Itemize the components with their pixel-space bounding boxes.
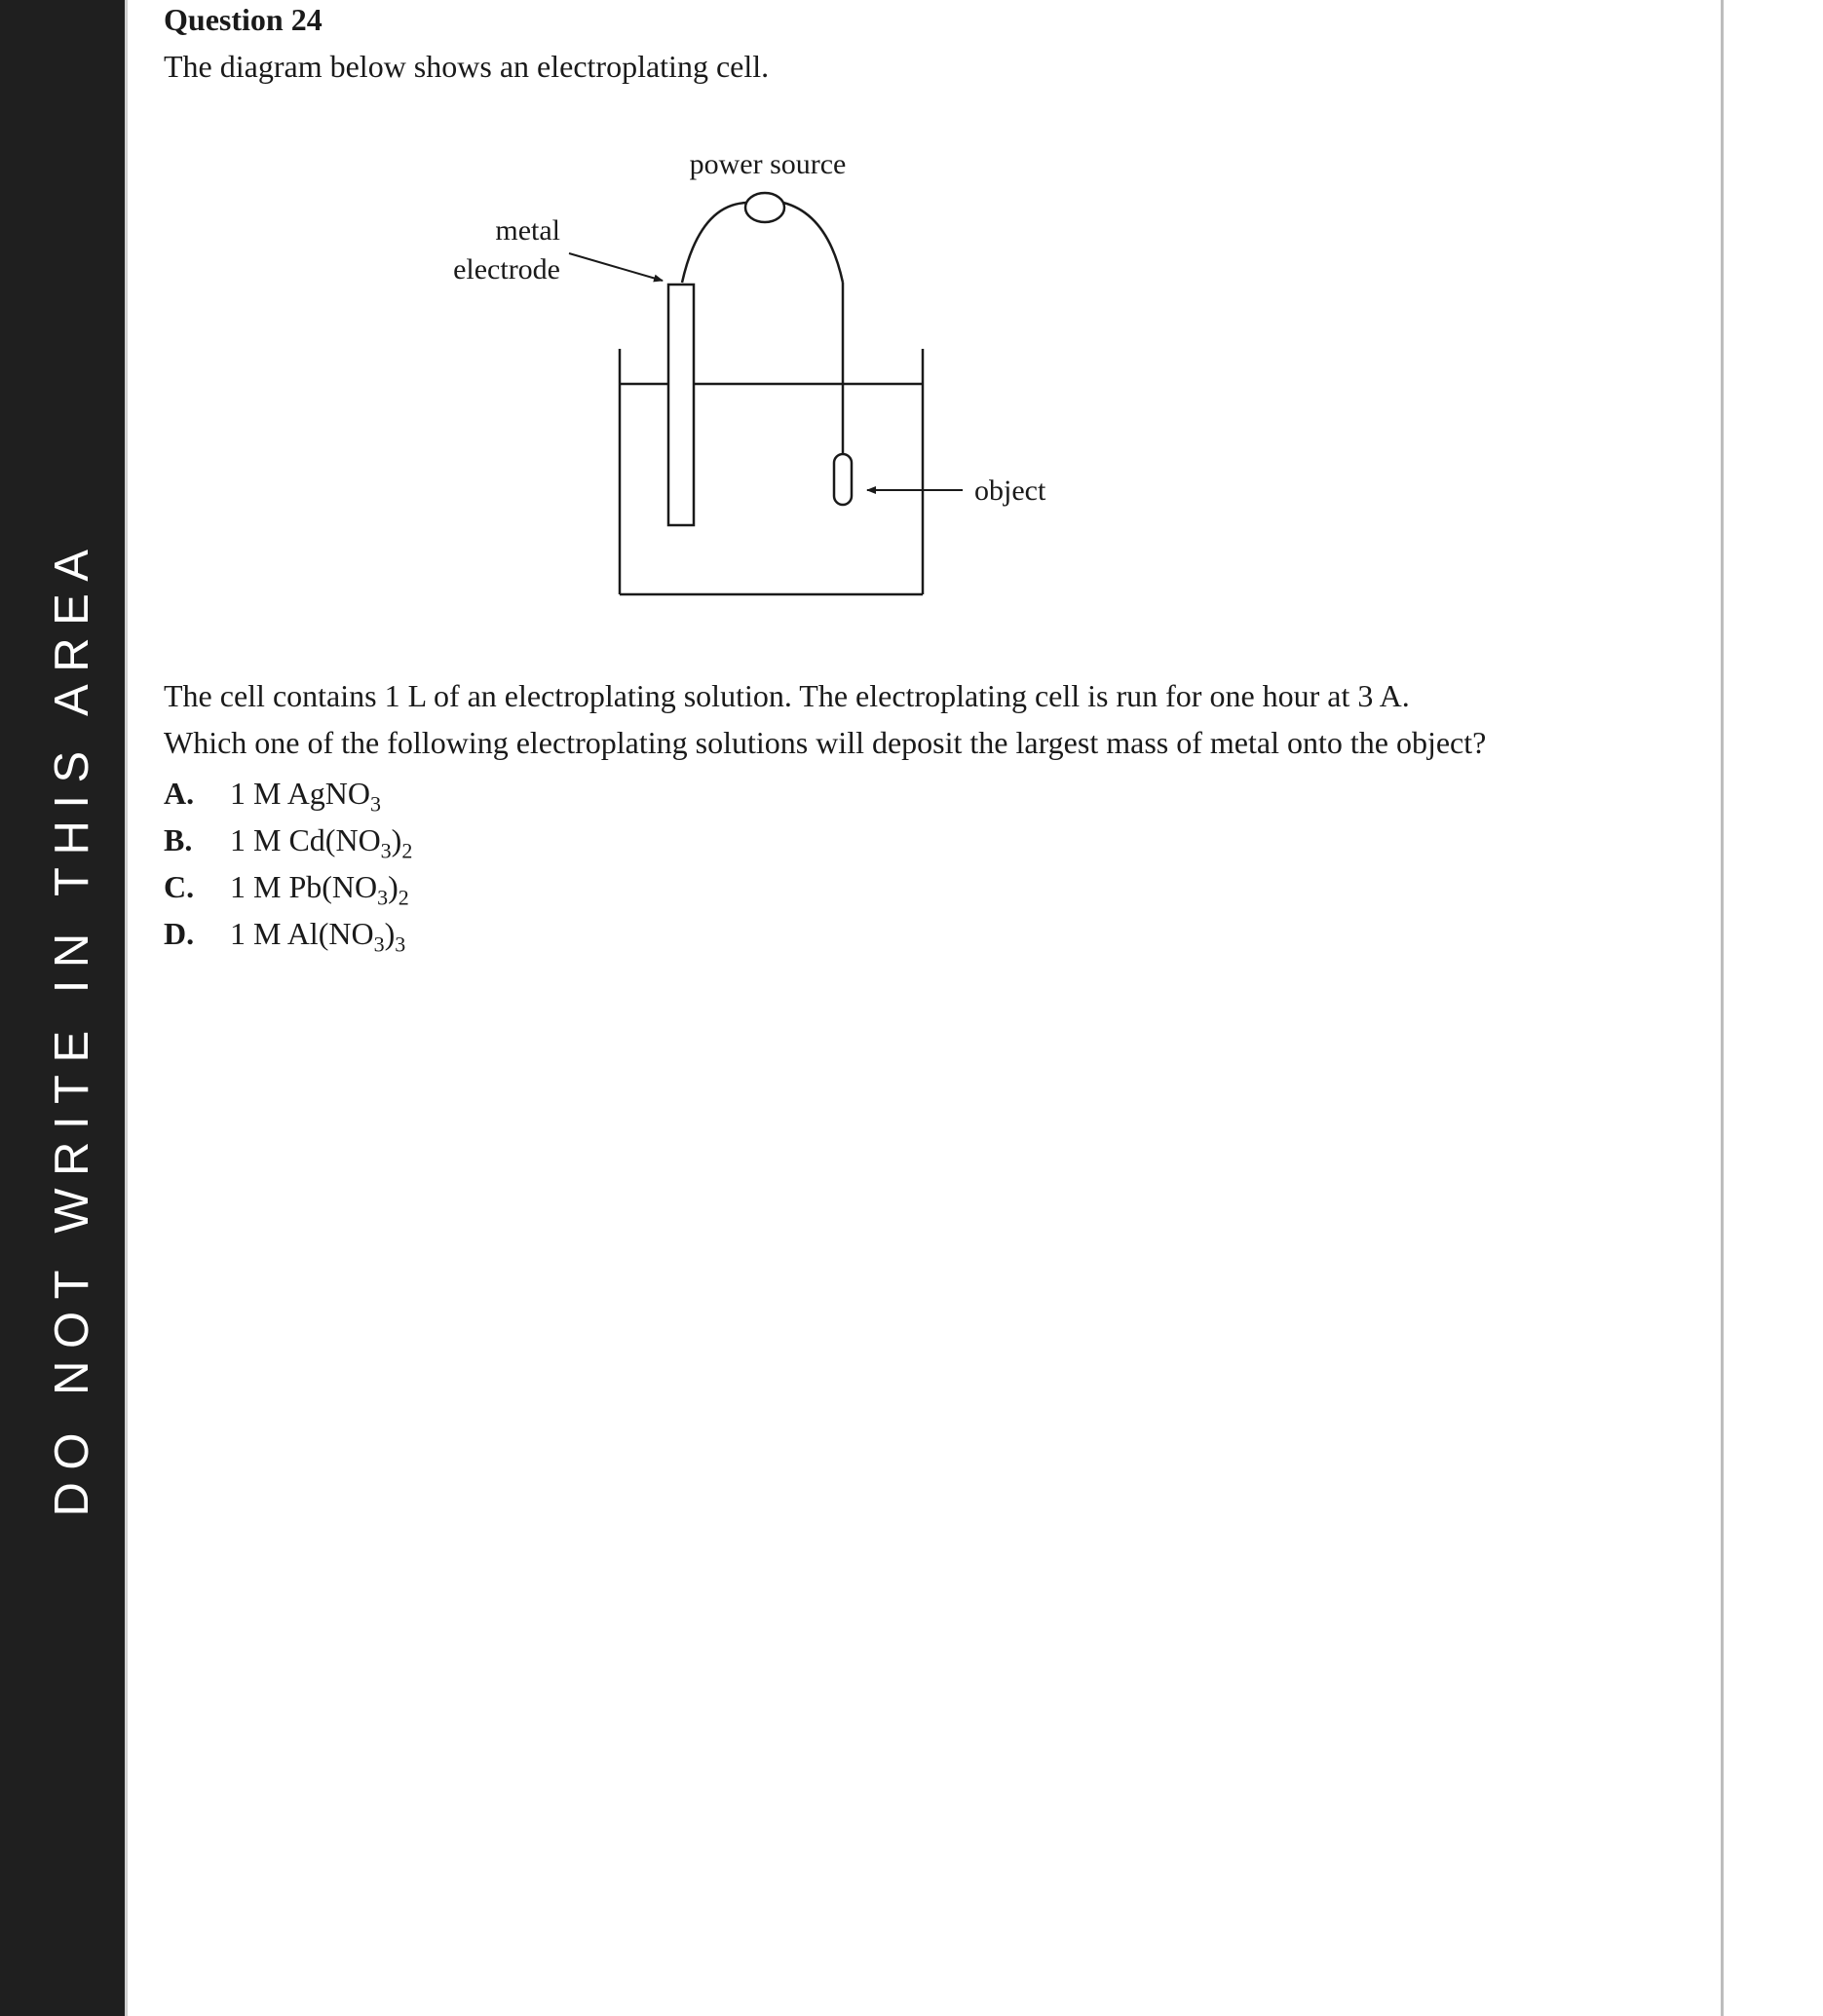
wire-to-object — [783, 203, 843, 283]
question-intro: The diagram below shows an electroplating cell. — [164, 49, 770, 84]
option-letter: C. — [164, 869, 195, 904]
subscript: 2 — [401, 838, 413, 863]
option-text-mid: ) — [391, 822, 402, 857]
option-a[interactable] — [164, 770, 412, 817]
option-text-mid: ) — [388, 869, 399, 904]
subscript: 3 — [377, 885, 389, 910]
electrode-pointer-arrow — [569, 253, 663, 281]
subscript: 3 — [370, 791, 382, 817]
subscript: 3 — [373, 932, 385, 957]
option-letter: D. — [164, 916, 195, 951]
answer-options — [164, 770, 412, 957]
wire-to-electrode — [682, 203, 746, 283]
label-electrode: electrode — [453, 253, 560, 285]
option-text: 1 M Al(NO — [230, 916, 374, 951]
option-text-mid: ) — [384, 916, 396, 951]
label-object: object — [974, 475, 1046, 507]
right-page-border — [1721, 0, 1724, 2016]
subscript: 3 — [395, 932, 406, 957]
option-c[interactable] — [164, 863, 412, 910]
option-b[interactable] — [164, 817, 412, 863]
subscript: 3 — [380, 838, 392, 863]
question-context: The cell contains 1 L of an electroplating solution. The electroplating cell is run for one hour at 3 A. — [164, 678, 1410, 713]
option-text: 1 M Cd(NO — [230, 822, 381, 857]
option-text: 1 M AgNO — [230, 776, 371, 811]
subscript: 2 — [398, 885, 409, 910]
option-letter: B. — [164, 822, 193, 857]
power-source-symbol — [745, 193, 784, 222]
metal-electrode — [668, 285, 694, 525]
label-metal: metal — [495, 214, 560, 247]
option-text: 1 M Pb(NO — [230, 869, 378, 904]
question-heading: Question 24 — [164, 2, 323, 37]
margin-bar-edge — [125, 0, 128, 2016]
electroplating-cell-diagram — [409, 136, 1091, 604]
margin-warning: DO NOT WRITE IN THIS AREA — [46, 537, 98, 1517]
label-power-source: power source — [689, 148, 847, 180]
question-prompt: Which one of the following electroplating solutions will deposit the largest mass of metal onto the object? — [164, 725, 1487, 760]
plated-object — [834, 454, 852, 505]
option-letter: A. — [164, 776, 195, 811]
option-d[interactable] — [164, 910, 412, 957]
